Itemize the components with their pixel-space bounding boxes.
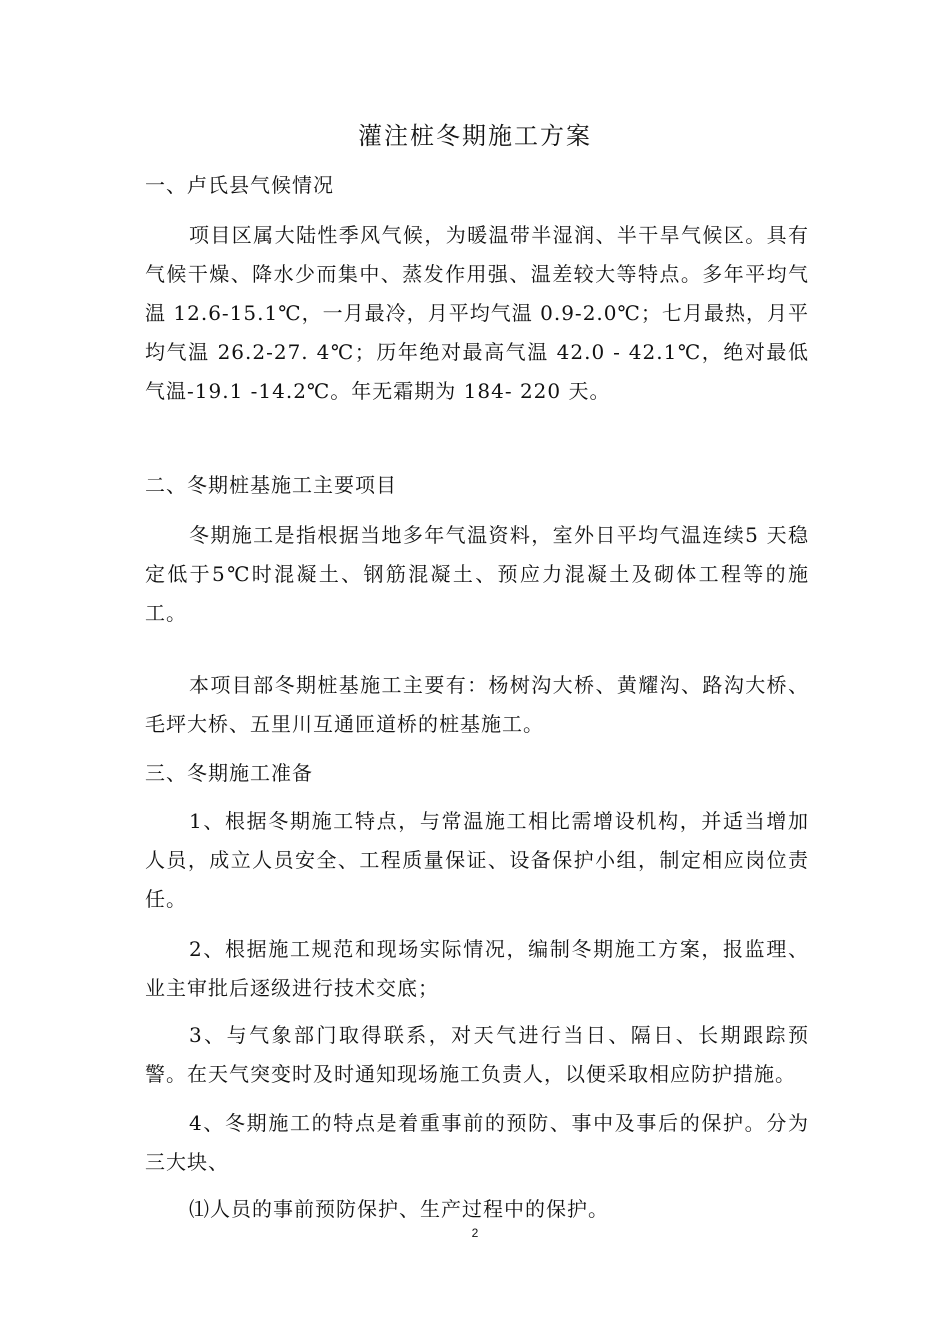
document-title: 灌注桩冬期施工方案 (358, 122, 592, 150)
paragraph-prep-3: 3、与气象部门取得联系，对天气进行当日、隔日、长期跟踪预警。在天气突变时及时通知现场施工负责人，以便采取相应防护措施。 (145, 1023, 809, 1086)
paragraph-prep-4: 4、冬期施工的特点是着重事前的预防、事中及事后的保护。分为三大块、 (145, 1111, 809, 1174)
paragraph-prep-2: 2、根据施工规范和现场实际情况，编制冬期施工方案，报监理、业主审批后逐级进行技术交底； (145, 937, 809, 1000)
paragraph-prep-4-item-1: ⑴人员的事前预防保护、生产过程中的保护。 (189, 1197, 609, 1221)
page-number: 2 (471, 1226, 479, 1240)
section-heading-preparation: 三、冬期施工准备 (145, 761, 313, 785)
paragraph-winter-definition: 冬期施工是指根据当地多年气温资料，室外日平均气温连续5 天稳定低于5℃时混凝土、钢筋混凝土、预应力混凝土及砌体工程等的施工。 (145, 523, 809, 625)
paragraph-project-list: 本项目部冬期桩基施工主要有：杨树沟大桥、黄耀沟、路沟大桥、毛坪大桥、五里川互通匝道桥的桩基施工。 (145, 673, 809, 736)
paragraph-climate: 项目区属大陆性季风气候，为暖温带半湿润、半干旱气候区。具有气候干燥、降水少而集中、蒸发作用强、温差较大等特点。多年平均气温 12.6-15.1℃，一月最冷，月平均气温 0.9-2.0℃；七月最热，月平均气温 26.2-27. 4℃；历年绝对最高气温 42.0 - 42.1℃，绝对最低气温-19.1 -14.2℃。年无霜期为 184- 220 天。 (145, 223, 809, 403)
paragraph-prep-1: 1、根据冬期施工特点，与常温施工相比需增设机构，并适当增加人员，成立人员安全、工程质量保证、设备保护小组，制定相应岗位责任。 (145, 809, 809, 911)
section-heading-climate: 一、卢氏县气候情况 (145, 173, 334, 197)
section-heading-winter-projects: 二、冬期桩基施工主要项目 (145, 473, 397, 497)
